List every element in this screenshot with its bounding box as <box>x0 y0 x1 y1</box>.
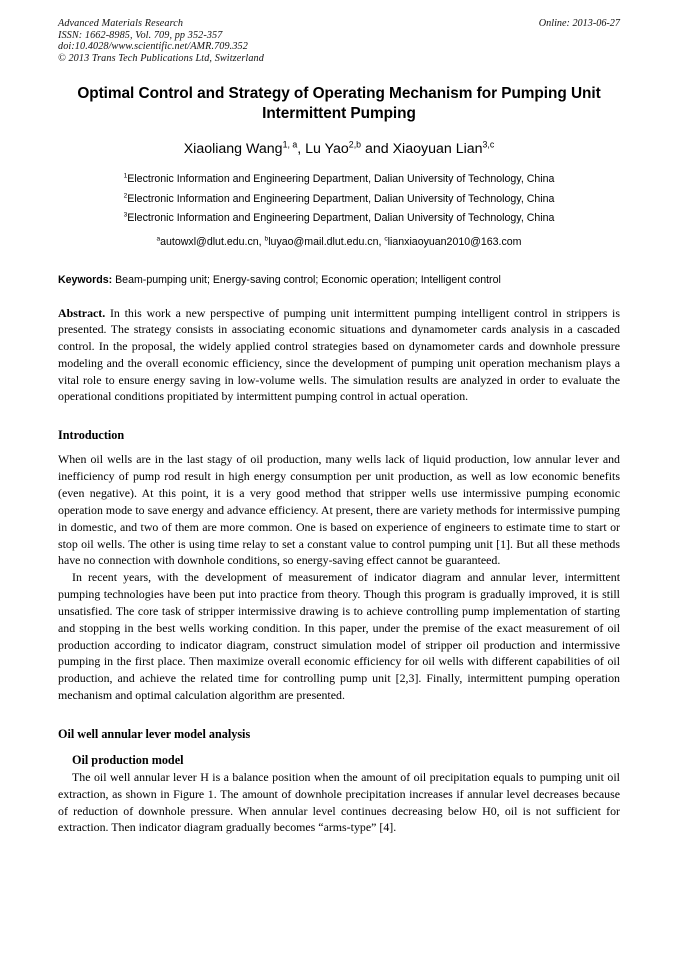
affiliation-text: Electronic Information and Engineering Department, Dalian University of Technology, China <box>127 173 555 185</box>
abstract-block <box>58 305 620 406</box>
section-heading-oil-well-model: Oil well annular lever model analysis <box>58 726 251 741</box>
online-publication-date: Online: 2013-06-27 <box>538 18 620 29</box>
author-affiliation-marker-3: 3,c <box>482 139 495 150</box>
journal-name: Advanced Materials Research <box>58 18 184 29</box>
affiliation-item <box>58 209 620 229</box>
email-address-3[interactable]: lianxiaoyuan2010@163.com <box>387 235 522 248</box>
author-emails <box>58 233 620 252</box>
email-address-1[interactable]: autowxl@dlut.edu.cn, <box>160 235 265 248</box>
keywords-line <box>58 273 620 287</box>
email-marker-a: a <box>156 234 161 242</box>
oil-production-model-paragraph: The oil well annular lever H is a balance position when the amount of oil precipitation equals to pumping unit oil extraction, as shown in Figure 1. The amount of downhole precipitation increases if annular level decreases because of reduction of downhole pressure. When annular level continues decreasing below H0, oil is not sufficient for extraction. Then indicator diagram gradually becomes “arms-type” [4]. <box>58 769 620 835</box>
author-name-3: Xiaoyuan Lian <box>392 141 483 157</box>
keywords-label: Keywords: <box>58 273 113 286</box>
abstract-text: In this work a new perspective of pumping unit intermittent pumping intelligent control in strippers is presented. The strategy consists in associating economic situations and dynamometer cards analysis in a cascaded control. In the proposal, the widely applied control strategies based on dynamometer cards and downhole pressure modeling and the overall economic efficiency, since the development of pumping unit operation mechanism plays a vital role to ensure energy saving in low-volume wells. The simulation results are analyzed in order to evaluate the operational conditions propitiated by intermittent pumping control in actual operation. <box>58 305 620 404</box>
abstract-label: Abstract. <box>58 305 106 320</box>
author-list <box>58 140 620 158</box>
author-name-1: Xiaoliang Wang <box>183 141 283 157</box>
author-affiliation-marker-2: 2,b <box>348 139 362 150</box>
author-separator-1: , <box>297 141 306 157</box>
affiliation-marker: 1 <box>123 172 128 180</box>
page-title: Optimal Control and Strategy of Operating Mechanism for Pumping Unit Intermittent Pumping <box>77 85 601 122</box>
journal-issn-volume: ISSN: 1662-8985, Vol. 709, pp 352-357 <box>58 29 223 41</box>
page-content <box>58 18 620 836</box>
affiliation-marker: 2 <box>123 191 128 199</box>
affiliation-item <box>58 190 620 210</box>
keywords-text: Beam-pumping unit; Energy-saving control; Economic operation; Intelligent control <box>112 273 501 286</box>
journal-copyright: © 2013 Trans Tech Publications Ltd, Switzerland <box>58 52 264 64</box>
email-marker-b: b <box>264 234 269 242</box>
author-separator-2: and <box>361 141 393 157</box>
affiliation-marker: 3 <box>123 211 128 219</box>
email-marker-c: c <box>384 234 388 242</box>
email-address-2[interactable]: luyao@mail.dlut.edu.cn, <box>268 235 385 248</box>
introduction-paragraph-1: When oil wells are in the last stagy of oil production, many wells lack of liquid production, low annular lever and inefficiency of pump rod result in high energy consumption per unit production, as well as low economic benefits (even negative). At this point, it is a very good method that stripper wells use intermissive pumping economic operation mode to save energy and advance efficiency. At present, there are variety methods for intermissive pumping in domestic, and two of them are more common. One is based on experience of engineers to estimate time to start or stop oil wells. The other is using time relay to set a constant value to control pumping unit [1]. But all these methods have no connection with downhole conditions, so energy-saving effect cannot be guaranteed. <box>58 452 620 568</box>
subsection-heading-oil-production-model: Oil production model <box>72 752 184 767</box>
journal-doi: doi:10.4028/www.scientific.net/AMR.709.352 <box>58 41 248 53</box>
author-affiliation-marker-1: 1, a <box>282 139 298 150</box>
affiliation-item <box>58 170 620 190</box>
affiliation-text: Electronic Information and Engineering Department, Dalian University of Technology, China <box>127 192 555 205</box>
section-heading-introduction: Introduction <box>58 428 125 443</box>
introduction-paragraph-2: In recent years, with the development of measurement of indicator diagram and annular lever, intermittent pumping technologies have been put into practice from theory. Though this program is gradually improved, it is still unsatisfied. The core task of stripper intermissive drawing is to achieve controlling pump implementation of starting and stopping in the best wells working condition. In this paper, under the premise of the exact measurement of oil production according to indicator diagram, construct simulation model of stripper oil production and intermissive pumping in the first place. Then maximize overall economic efficiency for oil wells with different capabilities of oil production, and achieve the related time for controlling pump unit [2,3]. Finally, intermittent pumping operation mechanism and optimal calculation algorithm are presented. <box>58 570 620 703</box>
affiliation-text: Electronic Information and Engineering Department, Dalian University of Technology, China <box>127 212 555 224</box>
journal-header <box>58 18 620 68</box>
author-name-2: Lu Yao <box>305 141 349 157</box>
affiliation-list <box>58 170 620 252</box>
